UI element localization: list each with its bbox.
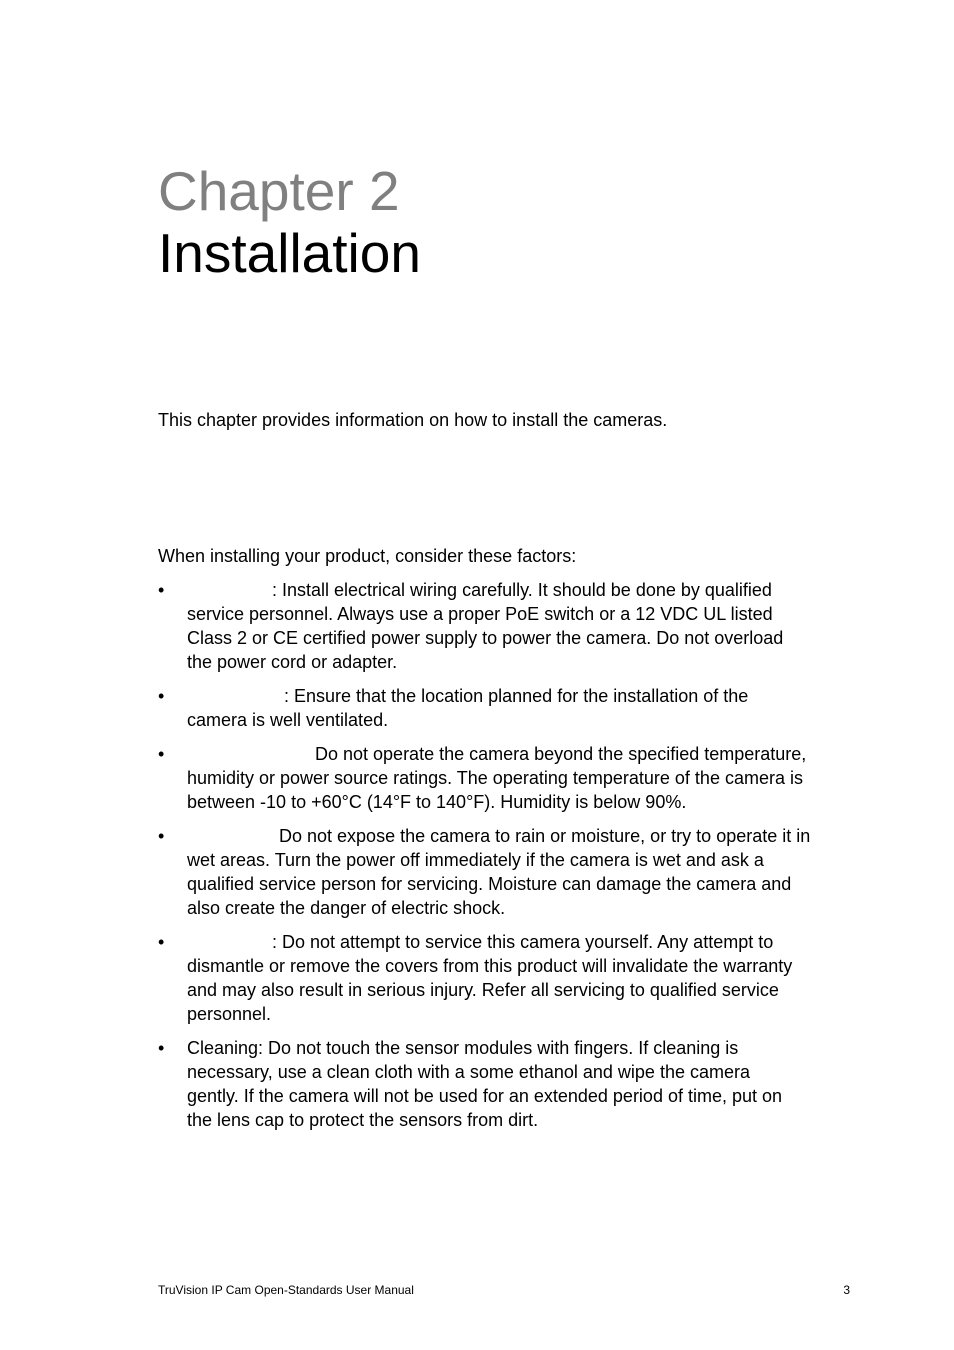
factor-line: necessary, use a clean cloth with a some ethanol and wipe the camera	[187, 1062, 750, 1082]
factor-line: humidity or power source ratings. The operating temperature of the camera is	[187, 768, 803, 788]
chapter-label: Chapter 2	[158, 160, 400, 222]
footer-page-number: 3	[843, 1283, 850, 1297]
factor-line: Do not operate the camera beyond the specified temperature,	[315, 744, 807, 764]
factor-line: service personnel. Always use a proper PoE switch or a 12 VDC UL listed	[187, 604, 773, 624]
factor-line: personnel.	[187, 1004, 272, 1024]
bullet: •	[158, 686, 165, 706]
intro-paragraph: This chapter provides information on how to install the cameras.	[158, 410, 668, 430]
factor-line: : Ensure that the location planned for the installation of the	[284, 686, 749, 706]
factor-item-servicing	[158, 930, 858, 1026]
factor-item-ventilation	[158, 684, 858, 732]
bullet: •	[158, 744, 165, 764]
factor-line: camera is well ventilated.	[187, 710, 389, 730]
factor-line: the lens cap to protect the sensors from dirt.	[187, 1110, 539, 1130]
factor-item-cleaning	[158, 1036, 858, 1132]
footer-document-title: TruVision IP Cam Open-Standards User Manual	[158, 1283, 414, 1297]
factor-line: gently. If the camera will not be used for an extended period of time, put on	[187, 1086, 783, 1106]
factor-line: Cleaning: Do not touch the sensor modules with fingers. If cleaning is	[187, 1038, 739, 1058]
factor-line: between -10 to +60°C (14°F to 140°F). Humidity is below 90%.	[187, 792, 687, 812]
factor-list	[158, 578, 858, 1142]
bullet: •	[158, 932, 165, 952]
factor-line: Do not expose the camera to rain or moisture, or try to operate it in	[279, 826, 811, 846]
factor-line: : Do not attempt to service this camera yourself. Any attempt to	[272, 932, 774, 952]
considerations-lead: When installing your product, consider these factors:	[158, 546, 577, 566]
bullet: •	[158, 826, 165, 846]
factor-line: also create the danger of electric shock.	[187, 898, 506, 918]
factor-item-moisture	[158, 824, 858, 920]
factor-line: wet areas. Turn the power off immediately if the camera is wet and ask a	[187, 850, 764, 870]
bullet: •	[158, 580, 165, 600]
factor-item-operating-range	[158, 742, 858, 814]
factor-line: the power cord or adapter.	[187, 652, 398, 672]
factor-line: Class 2 or CE certified power supply to power the camera. Do not overload	[187, 628, 784, 648]
factor-line: dismantle or remove the covers from this product will invalidate the warranty	[187, 956, 793, 976]
factor-item-wiring	[158, 578, 858, 674]
factor-line: and may also result in serious injury. Refer all servicing to qualified service	[187, 980, 779, 1000]
bullet: •	[158, 1038, 165, 1058]
factor-line: : Install electrical wiring carefully. It should be done by qualified	[272, 580, 772, 600]
chapter-title: Installation	[158, 222, 421, 284]
factor-line: qualified service person for servicing. Moisture can damage the camera and	[187, 874, 792, 894]
